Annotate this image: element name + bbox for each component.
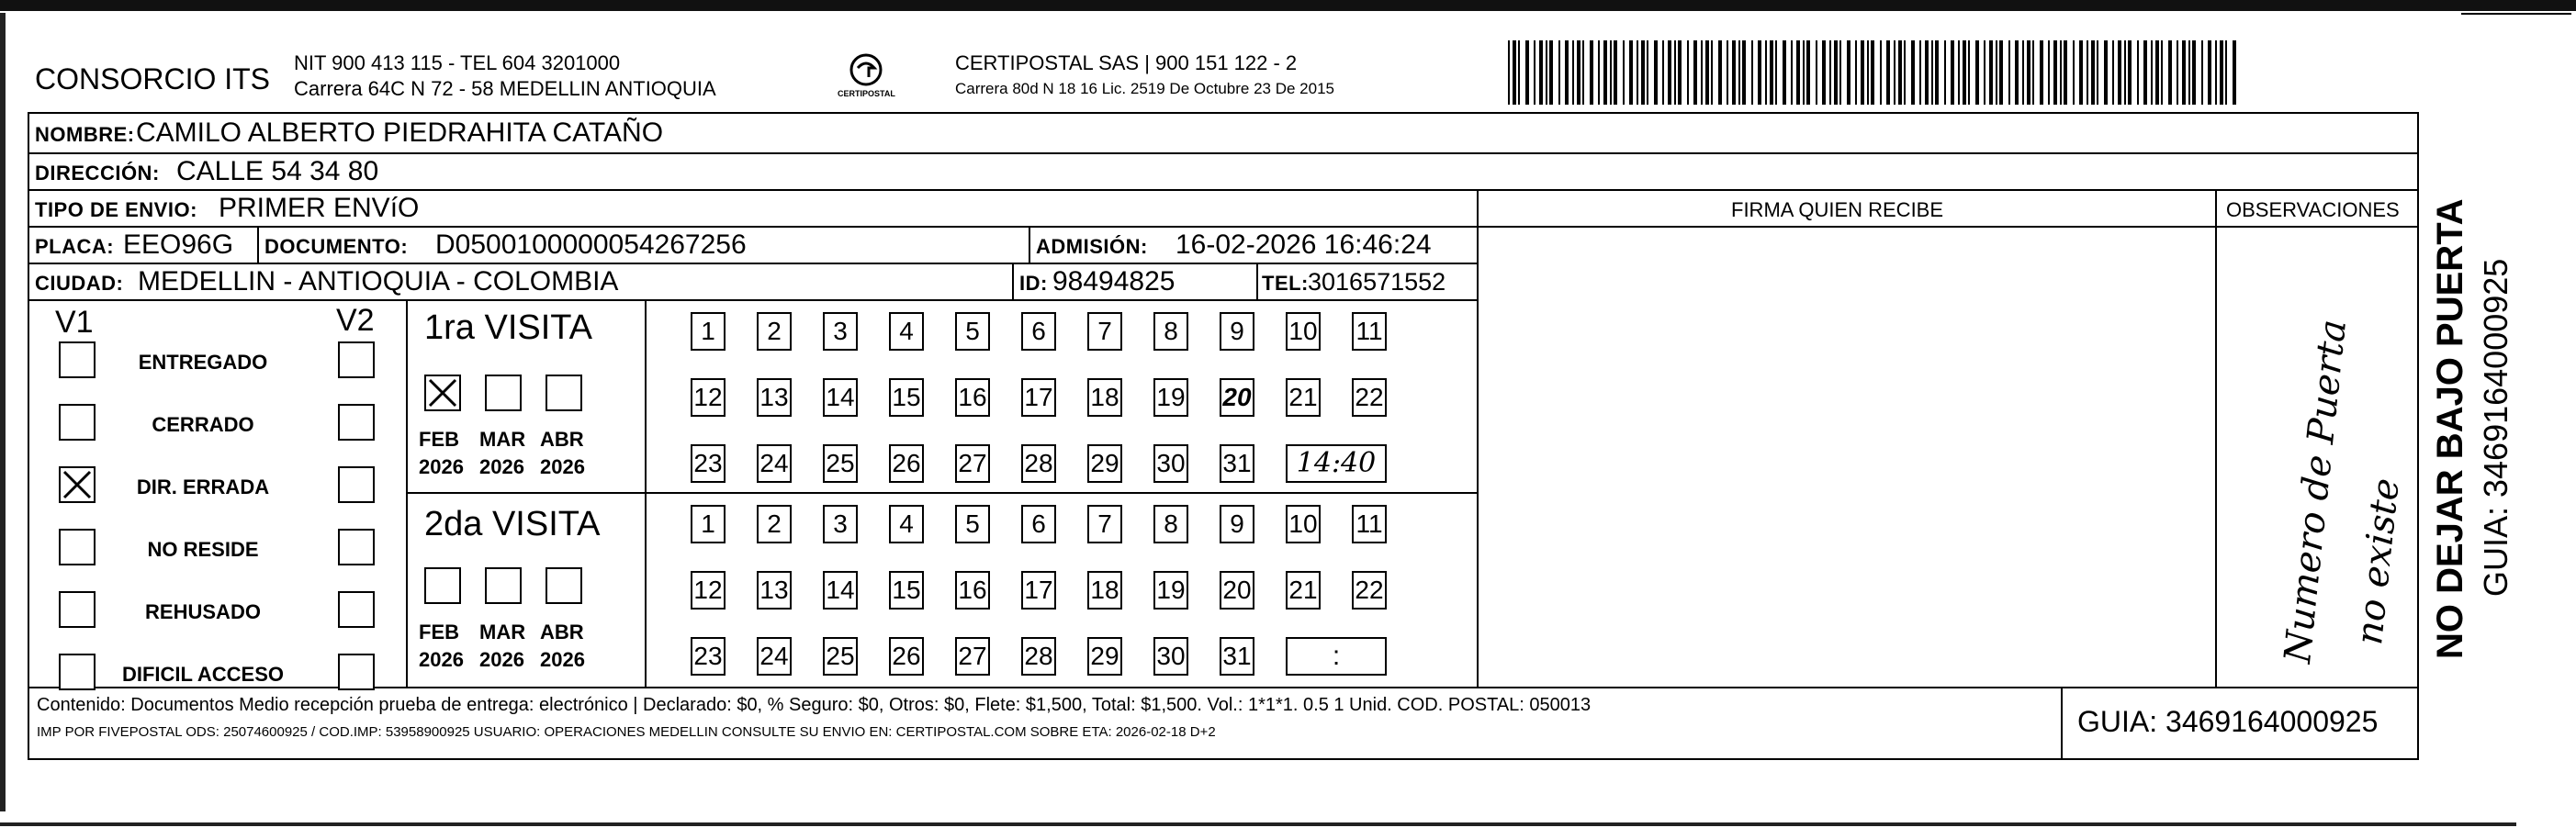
observaciones-note-2: no existe bbox=[2348, 475, 2408, 647]
day-box[interactable]: 6 bbox=[1021, 505, 1056, 543]
barcode-bar bbox=[2015, 40, 2019, 105]
footer-guia: GUIA: 3469164000925 bbox=[2077, 705, 2379, 738]
day-box[interactable]: 10 bbox=[1286, 505, 1321, 543]
contenido-text: Contenido: Documentos Medio recepción prueba de entrega: electrónico | Declarado: $0, % Seguro: $0, Otros: $0, Flete: $1,500, Total: $1,500. Vol.: 1*1*1. 0.5 1 Unid. COD. POSTAL: 050013 bbox=[37, 695, 1592, 715]
v1-label: V1 bbox=[55, 305, 94, 340]
day-box[interactable]: 23 bbox=[691, 637, 726, 676]
barcode-bar bbox=[2182, 40, 2186, 105]
barcode-bar bbox=[1958, 40, 1960, 105]
barcode-bar bbox=[2118, 40, 2121, 105]
day-box[interactable]: 22 bbox=[1352, 571, 1387, 610]
day-box[interactable]: 25 bbox=[823, 637, 858, 676]
day-box[interactable]: 24 bbox=[757, 637, 792, 676]
col-line bbox=[1256, 263, 1258, 299]
company-nit: NIT 900 413 115 - TEL 604 3201000 bbox=[294, 51, 621, 74]
imp-text: IMP POR FIVEPOSTAL ODS: 25074600925 / COD.IMP: 53958900925 USUARIO: OPERACIONES MEDELLIN CONSULTE SU ENVIO EN: CERTIPOSTAL.COM SOBRE ETA: 2026-02-18 D+2 bbox=[37, 724, 1216, 740]
barcode-bar bbox=[2060, 40, 2062, 105]
barcode-bar bbox=[1839, 40, 1841, 105]
documento-label: DOCUMENTO: bbox=[264, 235, 409, 258]
bottom-border bbox=[0, 822, 2516, 826]
check-mark-icon bbox=[426, 376, 459, 409]
day-box[interactable]: 8 bbox=[1153, 312, 1188, 351]
visit-time-box[interactable]: 14:40 bbox=[1286, 444, 1387, 483]
day-box[interactable]: 3 bbox=[823, 505, 858, 543]
day-box[interactable]: 30 bbox=[1153, 444, 1188, 483]
barcode-bar bbox=[1894, 40, 1895, 105]
barcode-bar bbox=[2137, 40, 2139, 105]
barcode-bar bbox=[1577, 40, 1580, 105]
day-box[interactable]: 12 bbox=[691, 571, 726, 610]
day-box[interactable]: 27 bbox=[955, 444, 990, 483]
barcode-bar bbox=[1711, 40, 1713, 105]
day-box[interactable]: 13 bbox=[757, 378, 792, 417]
day-box[interactable]: 7 bbox=[1087, 505, 1122, 543]
documento-value: D0500100000054267256 bbox=[435, 229, 747, 260]
row-line bbox=[28, 152, 2419, 154]
barcode-bar bbox=[2215, 40, 2217, 105]
barcode-bar bbox=[1931, 40, 1933, 105]
tipo-value: PRIMER ENVíO bbox=[219, 193, 420, 223]
placa-label: PLACA: bbox=[35, 235, 115, 258]
day-box[interactable]: 20 bbox=[1220, 378, 1254, 417]
barcode-bar bbox=[1674, 40, 1676, 105]
barcode-bar bbox=[1518, 40, 1520, 105]
barcode-bar bbox=[1647, 40, 1648, 105]
day-box[interactable]: 29 bbox=[1087, 444, 1122, 483]
barcode-bar bbox=[2048, 40, 2050, 105]
month-checkbox-abr[interactable] bbox=[546, 375, 582, 411]
tel-value: 3016571552 bbox=[1308, 268, 1446, 296]
year-label: 2026 bbox=[419, 648, 464, 671]
day-box[interactable]: 17 bbox=[1021, 378, 1056, 417]
day-box[interactable]: 13 bbox=[757, 571, 792, 610]
day-box[interactable]: 4 bbox=[889, 505, 924, 543]
month-label: MAR bbox=[479, 621, 526, 643]
day-box[interactable]: 4 bbox=[889, 312, 924, 351]
day-box[interactable]: 3 bbox=[823, 312, 858, 351]
carrier-info: CERTIPOSTAL SAS | 900 151 122 - 2 bbox=[955, 51, 1298, 74]
barcode-bar bbox=[2064, 40, 2067, 105]
row-line bbox=[1477, 226, 2417, 228]
day-box[interactable]: 28 bbox=[1021, 637, 1056, 676]
day-box[interactable]: 11 bbox=[1352, 312, 1387, 351]
barcode-bar bbox=[1701, 40, 1703, 105]
barcode-bar bbox=[1999, 40, 2003, 105]
barcode-bar bbox=[1572, 40, 1574, 105]
status-v2-checkbox[interactable] bbox=[338, 466, 375, 503]
row-line bbox=[28, 263, 1477, 264]
status-option-label: NO RESIDE bbox=[147, 538, 259, 561]
month-label: MAR bbox=[479, 428, 526, 451]
barcode-bar bbox=[2177, 40, 2178, 105]
day-box[interactable]: 27 bbox=[955, 637, 990, 676]
col-line bbox=[1012, 263, 1014, 299]
certipostal-logo bbox=[838, 50, 894, 101]
day-box[interactable]: 5 bbox=[955, 312, 990, 351]
barcode-bar bbox=[1610, 40, 1612, 105]
barcode-bar bbox=[1822, 40, 1826, 105]
ciudad-label: CIUDAD: bbox=[35, 272, 124, 295]
col-line bbox=[1477, 189, 1479, 688]
logo-caption: CERTIPOSTAL bbox=[838, 89, 895, 98]
day-box[interactable]: 22 bbox=[1352, 378, 1387, 417]
barcode-bar bbox=[1867, 40, 1869, 105]
admision-label: ADMISIÓN: bbox=[1036, 235, 1148, 258]
day-box[interactable]: 26 bbox=[889, 444, 924, 483]
barcode-bar bbox=[1829, 40, 1831, 105]
barcode-bar bbox=[1525, 40, 1529, 105]
barcode-bar bbox=[2112, 40, 2114, 105]
barcode-bar bbox=[1678, 40, 1682, 105]
year-label: 2026 bbox=[540, 455, 585, 478]
barcode-bar bbox=[1641, 40, 1645, 105]
barcode-bar bbox=[2079, 40, 2083, 105]
day-box[interactable]: 9 bbox=[1220, 312, 1254, 351]
row-line bbox=[406, 492, 1479, 494]
corner-line bbox=[2461, 13, 2571, 15]
company-address: Carrera 64C N 72 - 58 MEDELLIN ANTIOQUIA bbox=[294, 77, 716, 100]
visit-1-title: 1ra VISITA bbox=[424, 308, 593, 347]
barcode-bar bbox=[1775, 40, 1777, 105]
row-line bbox=[28, 189, 2419, 191]
day-box[interactable]: 15 bbox=[889, 571, 924, 610]
barcode-bar bbox=[1861, 40, 1864, 105]
barcode-bar bbox=[2155, 40, 2159, 105]
day-box[interactable]: 24 bbox=[757, 444, 792, 483]
day-box[interactable]: 9 bbox=[1220, 505, 1254, 543]
barcode-bar bbox=[1975, 40, 1979, 105]
day-box[interactable]: 30 bbox=[1153, 637, 1188, 676]
barcode-bar bbox=[2225, 40, 2227, 105]
barcode-bar bbox=[1732, 40, 1736, 105]
barcode-bar bbox=[2151, 40, 2153, 105]
visit-time-box[interactable]: : bbox=[1286, 637, 1387, 676]
barcode-bar bbox=[1582, 40, 1584, 105]
day-box[interactable]: 21 bbox=[1286, 378, 1321, 417]
day-box[interactable]: 7 bbox=[1087, 312, 1122, 351]
day-box[interactable]: 14 bbox=[823, 571, 858, 610]
direccion-label: DIRECCIÓN: bbox=[35, 162, 160, 185]
day-box[interactable]: 10 bbox=[1286, 312, 1321, 351]
status-v2-checkbox[interactable] bbox=[338, 529, 375, 565]
barcode-bar bbox=[1935, 40, 1939, 105]
firma-header: FIRMA QUIEN RECIBE bbox=[1731, 198, 1944, 221]
barcode-bar bbox=[2053, 40, 2057, 105]
barcode-bar bbox=[2032, 40, 2034, 105]
day-box[interactable]: 20 bbox=[1220, 571, 1254, 610]
barcode-bar bbox=[2188, 40, 2190, 105]
day-box[interactable]: 18 bbox=[1087, 378, 1122, 417]
col-line bbox=[257, 226, 259, 263]
status-v2-checkbox[interactable] bbox=[338, 591, 375, 628]
day-box[interactable]: 14 bbox=[823, 378, 858, 417]
barcode-bar bbox=[1944, 40, 1946, 105]
barcode-bar bbox=[1919, 40, 1921, 105]
tel-label: TEL: bbox=[1262, 272, 1309, 295]
month-checkbox-mar[interactable] bbox=[485, 375, 522, 411]
year-label: 2026 bbox=[540, 648, 585, 671]
barcode-bar bbox=[1871, 40, 1874, 105]
barcode-bar bbox=[1742, 40, 1746, 105]
barcode-bar bbox=[1834, 40, 1838, 105]
barcode-bar bbox=[1718, 40, 1722, 105]
barcode-bar bbox=[2201, 40, 2203, 105]
row-line bbox=[28, 299, 1477, 301]
day-box[interactable]: 8 bbox=[1153, 505, 1188, 543]
barcode-bar bbox=[1603, 40, 1607, 105]
barcode-bar bbox=[2124, 40, 2126, 105]
carrier-address: Carrera 80d N 18 16 Lic. 2519 De Octubre 23 De 2015 bbox=[955, 80, 1334, 97]
id-label: ID: bbox=[1019, 272, 1048, 295]
barcode-bar bbox=[1803, 40, 1805, 105]
day-box[interactable]: 23 bbox=[691, 444, 726, 483]
barcode-bar bbox=[2104, 40, 2108, 105]
barcode-bar bbox=[1590, 40, 1593, 105]
status-option-label: REHUSADO bbox=[145, 600, 261, 623]
barcode-bar bbox=[1614, 40, 1617, 105]
status-option-label: DIR. ERRADA bbox=[136, 475, 270, 498]
month-label: FEB bbox=[419, 428, 459, 451]
barcode-bar bbox=[1847, 40, 1850, 105]
day-box[interactable]: 5 bbox=[955, 505, 990, 543]
barcode-bar bbox=[1783, 40, 1786, 105]
side-guia: GUIA: 3469164000925 bbox=[2477, 258, 2514, 597]
barcode-bar bbox=[1654, 40, 1658, 105]
barcode-bar bbox=[1539, 40, 1543, 105]
status-v2-checkbox[interactable] bbox=[338, 404, 375, 441]
day-box[interactable]: 12 bbox=[691, 378, 726, 417]
barcode-bar bbox=[1549, 40, 1553, 105]
barcode-bar bbox=[1662, 40, 1664, 105]
col-line bbox=[1029, 226, 1030, 263]
day-box[interactable]: 17 bbox=[1021, 571, 1056, 610]
barcode-bar bbox=[2008, 40, 2010, 105]
month-label: ABR bbox=[540, 428, 584, 451]
barcode-bar bbox=[1546, 40, 1547, 105]
observaciones-header: OBSERVACIONES bbox=[2226, 198, 2400, 221]
day-box[interactable]: 15 bbox=[889, 378, 924, 417]
direccion-value: CALLE 54 34 80 bbox=[176, 156, 379, 186]
barcode-bar bbox=[1963, 40, 1966, 105]
tipo-label: TIPO DE ENVIO: bbox=[35, 198, 197, 221]
day-box[interactable]: 19 bbox=[1153, 571, 1188, 610]
row-line bbox=[28, 226, 1477, 228]
barcode-bar bbox=[2091, 40, 2095, 105]
day-box[interactable]: 31 bbox=[1220, 444, 1254, 483]
barcode-bar bbox=[1751, 40, 1753, 105]
barcode-bar bbox=[1637, 40, 1638, 105]
year-label: 2026 bbox=[479, 455, 524, 478]
barcode-bar bbox=[1996, 40, 1997, 105]
barcode-bar bbox=[2192, 40, 2196, 105]
company-name: CONSORCIO ITS bbox=[35, 62, 271, 95]
barcode-bar bbox=[1911, 40, 1915, 105]
month-checkbox-feb[interactable] bbox=[424, 375, 461, 411]
barcode-bar bbox=[2128, 40, 2132, 105]
status-option-label: ENTREGADO bbox=[138, 351, 268, 374]
barcode-bar bbox=[1791, 40, 1793, 105]
barcode-bar bbox=[1886, 40, 1890, 105]
barcode-bar bbox=[2073, 40, 2075, 105]
barcode-bar bbox=[2027, 40, 2030, 105]
barcode-bar bbox=[1880, 40, 1882, 105]
barcode-bar bbox=[1796, 40, 1800, 105]
col-line bbox=[2215, 189, 2217, 688]
barcode-bar bbox=[2143, 40, 2147, 105]
day-box[interactable]: 19 bbox=[1153, 378, 1188, 417]
barcode-bar bbox=[2208, 40, 2211, 105]
barcode-bar bbox=[1806, 40, 1810, 105]
id-value: 98494825 bbox=[1052, 266, 1176, 296]
month-checkbox-feb[interactable] bbox=[424, 567, 461, 604]
day-box[interactable]: 11 bbox=[1352, 505, 1387, 543]
barcode-bar bbox=[1816, 40, 1817, 105]
status-option-label: CERRADO bbox=[152, 413, 254, 436]
barcode-bar bbox=[1765, 40, 1767, 105]
nombre-value: CAMILO ALBERTO PIEDRAHITA CATAÑO bbox=[136, 117, 664, 148]
form-top-line bbox=[28, 112, 2419, 114]
barcode-bar bbox=[1738, 40, 1740, 105]
barcode-bar bbox=[1855, 40, 1857, 105]
month-checkbox-abr[interactable] bbox=[546, 567, 582, 604]
ciudad-value: MEDELLIN - ANTIOQUIA - COLOMBIA bbox=[138, 266, 619, 296]
barcode-bar bbox=[1984, 40, 1985, 105]
day-box[interactable]: 2 bbox=[757, 505, 792, 543]
barcode-bar bbox=[1727, 40, 1728, 105]
barcode-bar bbox=[1693, 40, 1697, 105]
barcode-bar bbox=[1968, 40, 1970, 105]
barcode-bar bbox=[1758, 40, 1761, 105]
day-box[interactable]: 2 bbox=[757, 312, 792, 351]
day-box[interactable]: 29 bbox=[1087, 637, 1122, 676]
month-label: ABR bbox=[540, 621, 584, 643]
admision-value: 16-02-2026 16:46:24 bbox=[1176, 229, 1432, 260]
top-border bbox=[0, 0, 2576, 11]
barcode-bar bbox=[1534, 40, 1535, 105]
barcode-bar bbox=[1687, 40, 1689, 105]
barcode-bar bbox=[1623, 40, 1625, 105]
v2-label: V2 bbox=[336, 303, 375, 338]
status-v2-checkbox[interactable] bbox=[338, 341, 375, 378]
barcode-bar bbox=[2220, 40, 2223, 105]
barcode-bar bbox=[2168, 40, 2172, 105]
barcode-bar bbox=[2161, 40, 2163, 105]
month-label: FEB bbox=[419, 621, 459, 643]
observaciones-note-1: Numero de Puerta bbox=[2277, 318, 2356, 666]
day-box[interactable]: 28 bbox=[1021, 444, 1056, 483]
barcode-bar bbox=[1770, 40, 1773, 105]
barcode bbox=[1508, 40, 2243, 105]
status-v2-checkbox[interactable] bbox=[338, 654, 375, 690]
barcode-bar bbox=[2022, 40, 2024, 105]
barcode-bar bbox=[2233, 40, 2236, 105]
barcode-bar bbox=[1989, 40, 1993, 105]
barcode-bar bbox=[1629, 40, 1633, 105]
nombre-label: NOMBRE: bbox=[35, 123, 135, 146]
no-dejar-warning: NO DEJAR BAJO PUERTA bbox=[2430, 198, 2470, 659]
month-checkbox-mar[interactable] bbox=[485, 567, 522, 604]
day-box[interactable]: 31 bbox=[1220, 637, 1254, 676]
placa-value: EEO96G bbox=[123, 229, 234, 260]
barcode-bar bbox=[1705, 40, 1709, 105]
status-option-label: DIFICIL ACCESO bbox=[121, 663, 284, 686]
barcode-bar bbox=[1898, 40, 1902, 105]
barcode-bar bbox=[1668, 40, 1671, 105]
barcode-bar bbox=[1951, 40, 1954, 105]
day-box[interactable]: 18 bbox=[1087, 571, 1122, 610]
barcode-bar bbox=[2040, 40, 2043, 105]
day-box[interactable]: 16 bbox=[955, 571, 990, 610]
visit-2-title: 2da VISITA bbox=[424, 505, 601, 543]
day-box[interactable]: 25 bbox=[823, 444, 858, 483]
form-right-line bbox=[2417, 112, 2419, 760]
day-box[interactable]: 6 bbox=[1021, 312, 1056, 351]
day-box[interactable]: 21 bbox=[1286, 571, 1321, 610]
barcode-bar bbox=[1565, 40, 1569, 105]
day-box[interactable]: 16 bbox=[955, 378, 990, 417]
barcode-bar bbox=[2087, 40, 2088, 105]
barcode-bar bbox=[1904, 40, 1906, 105]
barcode-bar bbox=[1925, 40, 1929, 105]
barcode-bar bbox=[2097, 40, 2098, 105]
day-box[interactable]: 26 bbox=[889, 637, 924, 676]
left-border bbox=[0, 13, 6, 811]
year-label: 2026 bbox=[479, 648, 524, 671]
col-line bbox=[2061, 687, 2063, 760]
day-box[interactable]: 1 bbox=[691, 505, 726, 543]
day-box[interactable]: 1 bbox=[691, 312, 726, 351]
barcode-bar bbox=[1558, 40, 1560, 105]
barcode-bar bbox=[1508, 40, 1510, 105]
barcode-bar bbox=[1598, 40, 1600, 105]
barcode-bar bbox=[1513, 40, 1516, 105]
form-left-line bbox=[28, 112, 29, 760]
year-label: 2026 bbox=[419, 455, 464, 478]
